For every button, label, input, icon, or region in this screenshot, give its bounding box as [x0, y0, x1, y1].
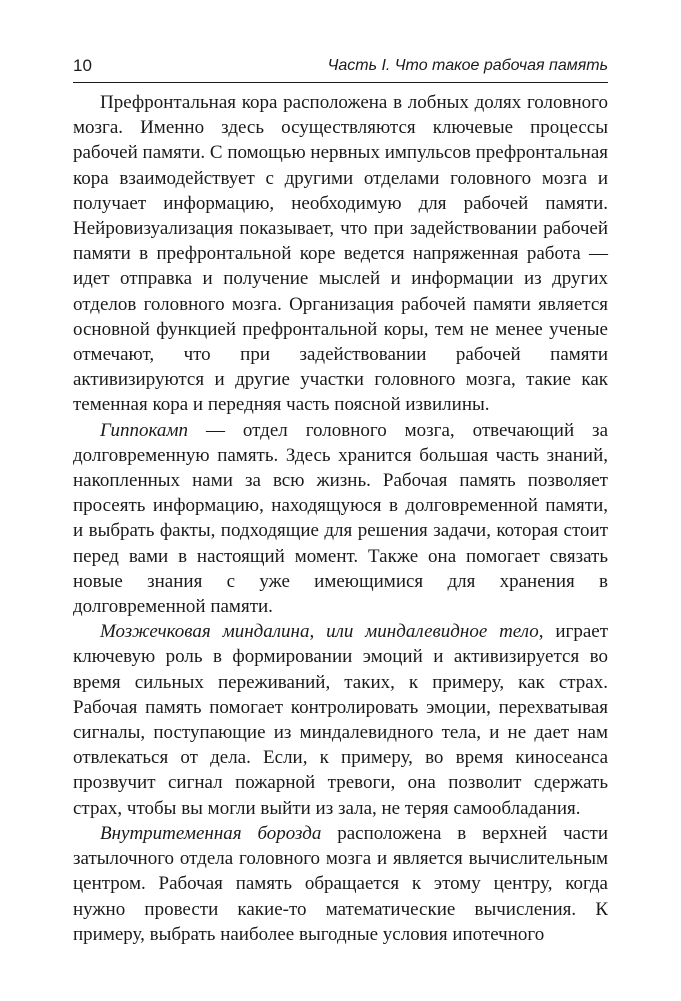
term-intraparietal-sulcus: Внутритеменная борозда	[100, 822, 322, 844]
running-head	[73, 55, 608, 77]
body-text	[73, 90, 608, 947]
paragraph-intraparietal-sulcus	[73, 821, 608, 947]
paragraph-intraparietal-text: расположена в верхней части затылочного отдела головного мозга и является вычислительным центром. Рабочая память обращается к этому центру, когда нужно провести какие-то математические вычисления. К примеру, выбрать наиболее выгодные условия ипотечного	[73, 822, 608, 945]
term-separator: ,	[309, 621, 327, 643]
term-amygdala: Мозжечковая миндалина	[100, 621, 310, 643]
paragraph-amygdala-text: , играет ключевую роль в формировании эмоций и активизируется во время сильных переживаний, таких, к примеру, как страх. Рабочая память помогает контролировать эмоции, перехватывая сигналы, поступающие из миндалевидного тела, и не дает нам отвлекаться от дела. Если, к примеру, во время киносеанса прозвучит сигнал пожарной тревоги, она позволит сдержать страх, чтобы вы могли выйти из зала, не теряя самообладания.	[73, 621, 608, 819]
paragraph-amygdala	[73, 619, 608, 821]
term-amygdala-alt: или миндалевидное тело	[326, 621, 539, 643]
paragraph-hippocampus-text: — отдел головного мозга, отвечающий за долговременную память. Здесь хранится большая часть знаний, накопленных нами за всю жизнь. Рабочая память позволяет просеять информацию, находящуюся в долговременной памяти, и выбрать факты, подходящие для решения задачи, которая стоит перед вами в настоящий момент. Также она помогает связать новые знания с уже имеющимися для хранения в долговременной памяти.	[73, 419, 608, 618]
paragraph-prefrontal-cortex: Префронтальная кора расположена в лобных долях головного мозга. Именно здесь осуществляются ключевые процессы рабочей памяти. С помощью нервных импульсов префронтальная кора взаимодействует с другими отделами головного мозга и получает информацию, необходимую для рабочей памяти. Нейровизуализация показывает, что при задействовании рабочей памяти в префронтальной коре ведется напряженная работа — идет отправка и получение мыслей и информации из других отделов головного мозга. Организация рабочей памяти является основной функцией префронтальной коры, тем не менее ученые отмечают, что при задействовании рабочей памяти активизируются и другие участки головного мозга, такие как теменная кора и передняя часть поясной извилины.	[73, 92, 608, 416]
term-hippocampus: Гиппокамп	[100, 419, 188, 441]
section-title: Часть I. Что такое рабочая память	[327, 57, 608, 74]
header-rule	[73, 82, 608, 83]
paragraph-hippocampus	[73, 418, 608, 620]
page-number: 10	[73, 56, 92, 75]
